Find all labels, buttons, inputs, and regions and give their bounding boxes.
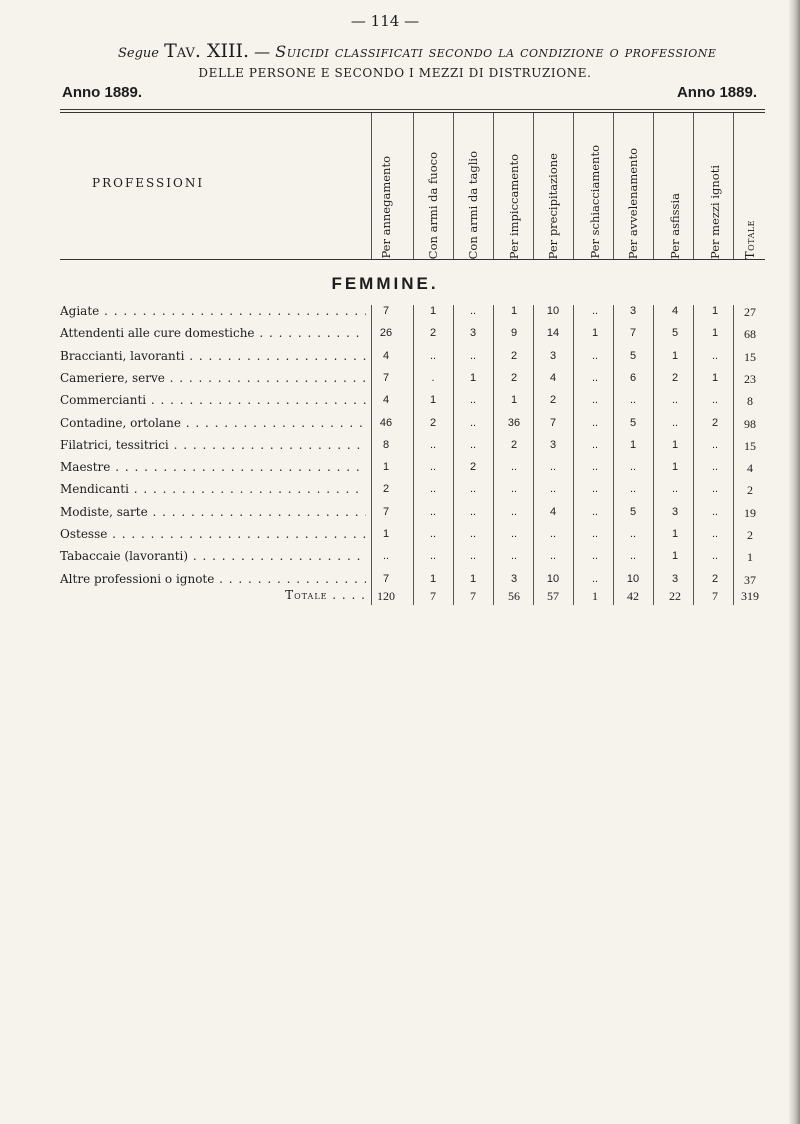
column-divider <box>493 113 494 259</box>
table-cell: .. <box>629 394 637 407</box>
table-cell: 4 <box>671 305 679 317</box>
table-cell: 1 <box>591 327 599 340</box>
table-cell: 1 <box>510 305 518 317</box>
column-header-label: Per schiacciamento <box>588 145 602 259</box>
table-cell: .. <box>591 461 599 474</box>
table-cell: 3 <box>629 305 637 317</box>
title-line-2: DELLE PERSONE E SECONDO I MEZZI DI DISTRUZIONE. <box>198 66 592 80</box>
column-header <box>735 113 765 259</box>
table-cell: .. <box>671 416 679 429</box>
table-cell: 1 <box>671 349 679 362</box>
column-header-label: Per precipitazione <box>546 152 560 259</box>
table-cell: .. <box>591 572 599 585</box>
row-label: Agiate . . . <box>60 304 366 318</box>
table-cell: 4 <box>382 349 390 362</box>
table-cell: 1 <box>382 528 390 540</box>
table-cell: .. <box>711 528 719 540</box>
table-cell: .. <box>549 461 557 474</box>
column-header-label: Con armi da fuoco <box>426 151 440 259</box>
table-cell: 14 <box>546 327 560 340</box>
table-cell: 4 <box>382 394 390 407</box>
table-cell: .. <box>591 505 599 518</box>
table-cell: 2 <box>510 438 518 451</box>
table-cell: 4 <box>747 461 753 476</box>
table-cell: 7 <box>382 305 390 317</box>
table-cell: 37 <box>744 572 756 587</box>
table-cell: .. <box>629 461 637 474</box>
total-cell: 1 <box>592 589 598 603</box>
table-cell: 1 <box>671 550 679 563</box>
row-label: Tabaccaie (lavoranti) . . . <box>60 549 366 563</box>
column-divider <box>533 113 534 259</box>
table-cell: .. <box>591 416 599 429</box>
table-cell: 1 <box>671 528 679 540</box>
total-cell: 7 <box>712 589 718 603</box>
table-cell: 5 <box>629 416 637 429</box>
table-cell: 3 <box>510 572 518 585</box>
table-cell: 2 <box>747 528 753 542</box>
table-cell: 2 <box>429 327 437 340</box>
row-label: Altre professioni o ignote . . . <box>60 572 366 586</box>
header-bottom-rule <box>60 259 765 260</box>
column-header-label: Totale <box>743 219 757 259</box>
column-header-label: Per annegamento <box>379 156 393 259</box>
column-divider <box>573 305 574 605</box>
total-cell: 120 <box>377 589 395 603</box>
table-cell: .. <box>469 416 477 429</box>
year-right: Anno 1889. <box>676 84 757 101</box>
table-cell: .. <box>510 528 518 540</box>
table-cell: .. <box>591 483 599 496</box>
table-cell: .. <box>469 528 477 540</box>
table-cell: 1 <box>469 572 477 585</box>
row-label: Cameriere, serve . . . <box>60 371 366 385</box>
table-cell: 36 <box>507 416 521 429</box>
table-cell: 2 <box>711 416 719 429</box>
row-label: Maestre . . . <box>60 460 366 474</box>
row-label: Commercianti . . . <box>60 393 366 407</box>
table-cell: .. <box>711 550 719 563</box>
table-cell: 1 <box>429 305 437 317</box>
table-cell: .. <box>469 550 477 563</box>
title-table-number: Tav. XIII. <box>164 40 250 62</box>
table-title <box>118 40 716 62</box>
total-cell: 7 <box>470 589 476 603</box>
table-cell: 2 <box>671 371 679 384</box>
table-cell: 1 <box>429 572 437 585</box>
title-segue: Segue <box>118 46 159 61</box>
table-cell: 5 <box>629 505 637 518</box>
table-cell: .. <box>671 483 679 496</box>
table-cell: .. <box>591 550 599 563</box>
table-cell: .. <box>591 438 599 451</box>
table-cell: 98 <box>744 416 756 431</box>
table-cell: 5 <box>629 349 637 362</box>
table-cell: .. <box>591 371 599 384</box>
table-cell: 2 <box>510 349 518 362</box>
table-cell: 7 <box>549 416 557 429</box>
table-cell: 15 <box>744 438 756 453</box>
table-cell: 1 <box>711 371 719 384</box>
table-cell: .. <box>711 483 719 496</box>
table-cell: 2 <box>711 572 719 585</box>
table-cell: .. <box>629 483 637 496</box>
column-divider <box>573 113 574 259</box>
title-subject: Suicidi classificati secondo la condizione o professione <box>275 42 717 61</box>
column-divider <box>733 113 734 259</box>
table-cell: .. <box>469 505 477 518</box>
row-label: Modiste, sarte . . . <box>60 505 366 519</box>
table-cell: 3 <box>549 349 557 362</box>
column-header-label: Per mezzi ignoti <box>708 164 722 259</box>
table-cell: .. <box>429 461 437 474</box>
table-cell: 27 <box>744 305 756 319</box>
total-cell: 57 <box>547 589 559 603</box>
table-cell: 3 <box>549 438 557 451</box>
table-cell: 26 <box>379 327 393 340</box>
column-header <box>618 113 648 259</box>
table-cell: .. <box>382 550 390 563</box>
table-cell: 1 <box>382 461 390 474</box>
table-cell: .. <box>510 483 518 496</box>
total-cell: 42 <box>627 589 639 603</box>
table-cell: 1 <box>629 438 637 451</box>
table-cell: .. <box>549 483 557 496</box>
table-cell: 1 <box>711 327 719 340</box>
row-label: Filatrici, tessitrici . . . <box>60 438 366 452</box>
table-cell: 1 <box>747 550 753 565</box>
table-cell: . <box>431 371 435 384</box>
table-cell: 3 <box>671 505 679 518</box>
table-cell: 3 <box>671 572 679 585</box>
column-header <box>499 113 529 259</box>
column-divider <box>453 113 454 259</box>
table-cell: .. <box>549 528 557 540</box>
table-cell: 1 <box>429 394 437 407</box>
table-cell: .. <box>591 349 599 362</box>
row-label: Braccianti, lavoranti . . . <box>60 349 366 363</box>
table-cell: .. <box>429 528 437 540</box>
table-cell: 7 <box>382 572 390 585</box>
table-cell: .. <box>711 394 719 407</box>
row-label: Ostesse . . . <box>60 527 366 541</box>
table-cell: .. <box>469 438 477 451</box>
table-cell: 7 <box>629 327 637 340</box>
table-cell: 9 <box>510 327 518 340</box>
table-cell: .. <box>469 483 477 496</box>
table-cell: 2 <box>469 461 477 474</box>
table-cell: 8 <box>747 394 753 409</box>
table-cell: 4 <box>549 505 557 518</box>
table-cell: 1 <box>469 371 477 384</box>
year-left: Anno 1889. <box>62 84 143 101</box>
table-cell: .. <box>510 505 518 518</box>
section-heading: FEMMINE. <box>331 274 439 293</box>
total-row-label: Totale . . . . <box>0 588 366 602</box>
table-cell: .. <box>429 483 437 496</box>
column-divider <box>413 113 414 259</box>
table-cell: 1 <box>671 438 679 451</box>
column-header-label: Per asfissia <box>668 193 682 259</box>
table-cell: 1 <box>671 461 679 474</box>
table-cell: .. <box>711 461 719 474</box>
total-cell: 56 <box>508 589 520 603</box>
column-header <box>538 113 568 259</box>
column-divider <box>613 113 614 259</box>
table-cell: 7 <box>382 505 390 518</box>
page-number: — 114 — <box>350 12 420 30</box>
table-cell: .. <box>711 349 719 362</box>
stub-header: PROFESSIONI <box>92 176 205 190</box>
page-binding-edge <box>788 0 800 1124</box>
table-cell: 6 <box>629 371 637 384</box>
table-cell: 2 <box>549 394 557 407</box>
total-cell: 319 <box>741 589 759 603</box>
table-cell: 23 <box>744 371 756 386</box>
table-cell: 2 <box>510 371 518 384</box>
table-cell: .. <box>469 305 477 317</box>
column-header <box>458 113 488 259</box>
table-cell: .. <box>429 550 437 563</box>
row-label: Mendicanti . . . <box>60 482 366 496</box>
table-cell: .. <box>510 461 518 474</box>
header-top-rule <box>60 109 765 110</box>
table-cell: .. <box>671 394 679 407</box>
table-cell: .. <box>711 438 719 451</box>
column-header <box>660 113 690 259</box>
row-label: Attendenti alle cure domestiche . . . <box>60 326 366 340</box>
table-cell: .. <box>549 550 557 563</box>
table-cell: 5 <box>671 327 679 340</box>
table-cell: 10 <box>626 572 640 585</box>
table-cell: 19 <box>744 505 756 520</box>
table-cell: .. <box>629 550 637 563</box>
column-divider <box>653 113 654 259</box>
table-cell: .. <box>429 438 437 451</box>
table-cell: .. <box>469 349 477 362</box>
table-cell: 2 <box>747 483 753 498</box>
column-header-label: Per avvelenamento <box>626 147 640 259</box>
table-cell: 3 <box>469 327 477 340</box>
table-cell: 15 <box>744 349 756 364</box>
column-divider <box>693 113 694 259</box>
total-cell: 22 <box>669 589 681 603</box>
table-cell: 2 <box>429 416 437 429</box>
table-cell: .. <box>591 305 599 317</box>
column-header <box>580 113 610 259</box>
table-cell: .. <box>629 528 637 540</box>
table-cell: 46 <box>379 416 393 429</box>
title-dash: — <box>254 42 271 61</box>
table-cell: 4 <box>549 371 557 384</box>
table-cell: .. <box>591 394 599 407</box>
table-cell: .. <box>510 550 518 563</box>
table-cell: 7 <box>382 371 390 384</box>
table-cell: .. <box>711 505 719 518</box>
table-cell: 68 <box>744 327 756 342</box>
column-header-label: Per impiccamento <box>507 153 521 259</box>
table-cell: 1 <box>510 394 518 407</box>
table-cell: .. <box>469 394 477 407</box>
total-cell: 7 <box>430 589 436 603</box>
table-cell: .. <box>591 528 599 540</box>
column-header <box>371 113 401 259</box>
table-cell: .. <box>429 349 437 362</box>
table-cell: 8 <box>382 438 390 451</box>
column-header <box>700 113 730 259</box>
column-divider <box>653 305 654 605</box>
table-cell: 10 <box>546 305 560 317</box>
column-header <box>418 113 448 259</box>
table-cell: 2 <box>382 483 390 496</box>
column-header-label: Con armi da taglio <box>466 150 480 259</box>
row-label: Contadine, ortolane . . . <box>60 416 366 430</box>
table-cell: 1 <box>711 305 719 317</box>
table-cell: .. <box>429 505 437 518</box>
table-cell: 10 <box>546 572 560 585</box>
